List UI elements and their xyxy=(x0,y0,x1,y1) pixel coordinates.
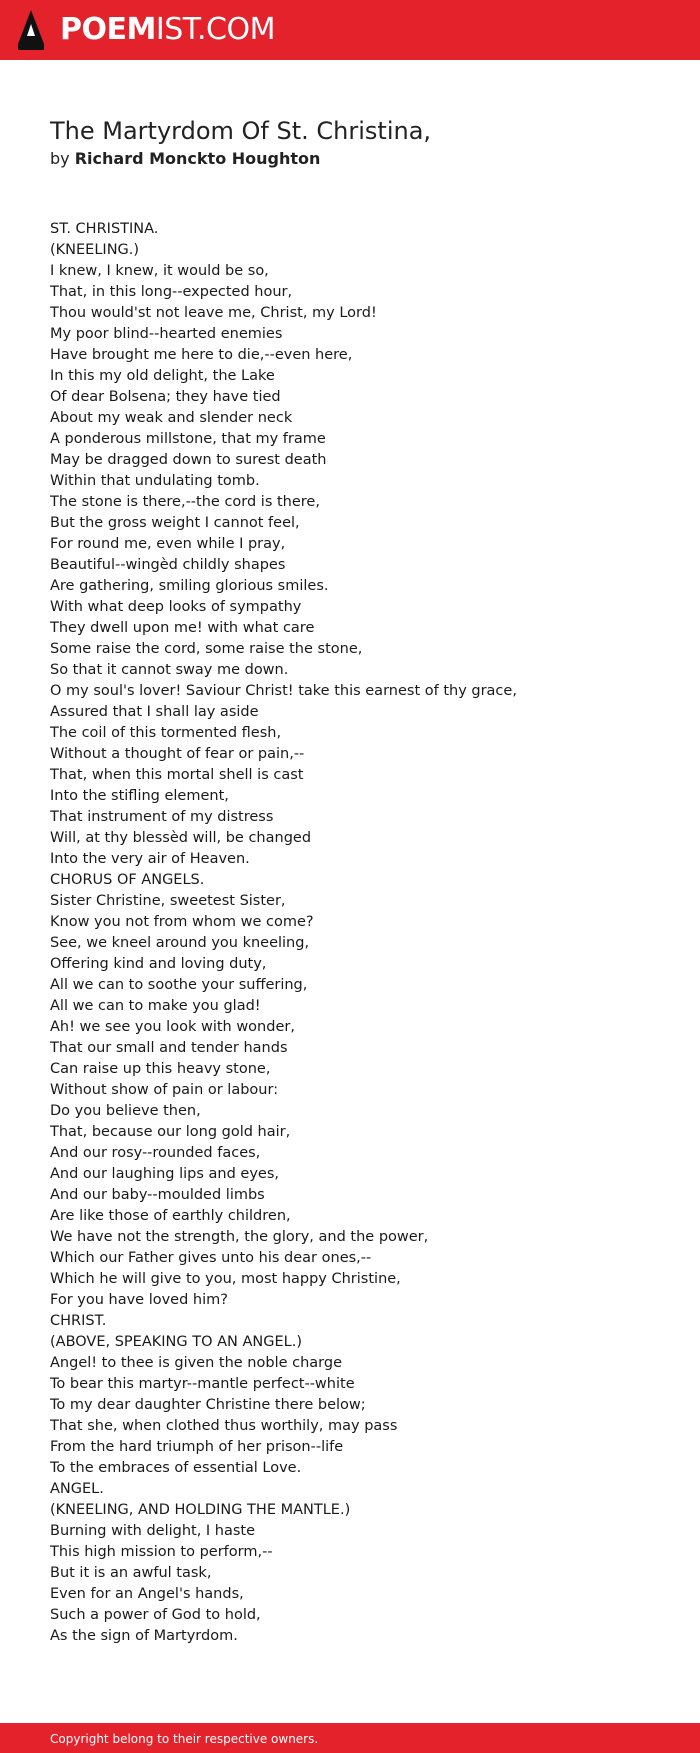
poem-line: Which our Father gives unto his dear ones,-- xyxy=(50,1250,372,1266)
poem-line: To bear this martyr--mantle perfect--white xyxy=(50,1376,355,1392)
poem-line: Some raise the cord, some raise the stone, xyxy=(50,641,363,657)
poem-line: Do you believe then, xyxy=(50,1103,201,1119)
poem-line: (KNEELING, AND HOLDING THE MANTLE.) xyxy=(50,1502,351,1518)
poem-line: That, because our long gold hair, xyxy=(50,1124,291,1140)
poem-line: From the hard triumph of her prison--life xyxy=(50,1439,344,1455)
poem-line: Are gathering, smiling glorious smiles. xyxy=(50,578,329,594)
poem-line: My poor blind--hearted enemies xyxy=(50,326,283,342)
poem-line: Such a power of God to hold, xyxy=(50,1607,261,1623)
poem-line: For you have loved him? xyxy=(50,1292,228,1308)
poem-line: Into the stifling element, xyxy=(50,788,229,804)
poem-line: Sister Christine, sweetest Sister, xyxy=(50,893,286,909)
poem-line: Angel! to thee is given the noble charge xyxy=(50,1355,343,1371)
poem-line: (ABOVE, SPEAKING TO AN ANGEL.) xyxy=(50,1334,302,1350)
poem-line: See, we kneel around you kneeling, xyxy=(50,935,310,951)
site-logo-text xyxy=(60,12,275,48)
poem-line: The coil of this tormented flesh, xyxy=(50,725,282,741)
poem-line: But the gross weight I cannot feel, xyxy=(50,515,300,531)
poem-line: Assured that I shall lay aside xyxy=(50,704,259,720)
poem-line: All we can to make you glad! xyxy=(50,998,261,1014)
poem-line: I knew, I knew, it would be so, xyxy=(50,263,269,279)
poem-line: They dwell upon me! with what care xyxy=(50,620,315,636)
poem-line: Of dear Bolsena; they have tied xyxy=(50,389,281,405)
poem-line: About my weak and slender neck xyxy=(50,410,293,426)
pen-nib-icon xyxy=(18,10,44,50)
poem-line: Into the very air of Heaven. xyxy=(50,851,250,867)
poem-line: We have not the strength, the glory, and the power, xyxy=(50,1229,429,1245)
poem-line: With what deep looks of sympathy xyxy=(50,599,302,615)
poem-line: And our rosy--rounded faces, xyxy=(50,1145,261,1161)
poem-line: In this my old delight, the Lake xyxy=(50,368,275,384)
poem-line: And our baby--moulded limbs xyxy=(50,1187,265,1203)
poem-line: Have brought me here to die,--even here, xyxy=(50,347,353,363)
poem-line: Beautiful--wingèd childly shapes xyxy=(50,557,286,573)
poem-line: Without a thought of fear or pain,-- xyxy=(50,746,305,762)
poem-line: Which he will give to you, most happy Christine, xyxy=(50,1271,401,1287)
poem-byline xyxy=(50,148,320,170)
poem-line: Within that undulating tomb. xyxy=(50,473,260,489)
poem-line: ST. CHRISTINA. xyxy=(50,221,159,237)
by-label: by xyxy=(50,149,70,168)
poem-line: This high mission to perform,-- xyxy=(50,1544,273,1560)
logo-brand-light: IST.COM xyxy=(155,12,275,47)
poem-line: The stone is there,--the cord is there, xyxy=(50,494,320,510)
poem-line: That, when this mortal shell is cast xyxy=(50,767,304,783)
poem-line: But it is an awful task, xyxy=(50,1565,212,1581)
poem-line: And our laughing lips and eyes, xyxy=(50,1166,279,1182)
poem-title: The Martyrdom Of St. Christina, xyxy=(50,117,432,145)
poem-line: Ah! we see you look with wonder, xyxy=(50,1019,295,1035)
poem-line: To my dear daughter Christine there below; xyxy=(50,1397,366,1413)
poem-line: May be dragged down to surest death xyxy=(50,452,327,468)
poem-line: Burning with delight, I haste xyxy=(50,1523,256,1539)
poem-body xyxy=(50,219,670,1647)
poem-line: As the sign of Martyrdom. xyxy=(50,1628,238,1644)
poem-line: All we can to soothe your suffering, xyxy=(50,977,308,993)
poem-line: Are like those of earthly children, xyxy=(50,1208,291,1224)
poem-line: ANGEL. xyxy=(50,1481,104,1497)
poem-line: A ponderous millstone, that my frame xyxy=(50,431,326,447)
poem-line: (KNEELING.) xyxy=(50,242,140,258)
author-link[interactable]: Richard Monckto Houghton xyxy=(74,149,321,168)
poem-line: Know you not from whom we come? xyxy=(50,914,314,930)
logo-brand-strong: POEM xyxy=(60,12,156,47)
poem-line: To the embraces of essential Love. xyxy=(50,1460,302,1476)
site-header xyxy=(0,0,700,60)
poem-line: So that it cannot sway me down. xyxy=(50,662,289,678)
poem-line: CHRIST. xyxy=(50,1313,107,1329)
copyright-notice: Copyright belong to their respective owners. xyxy=(50,1732,319,1746)
poem-line: That instrument of my distress xyxy=(50,809,274,825)
poem-line: That, in this long--expected hour, xyxy=(50,284,293,300)
poem-line: CHORUS OF ANGELS. xyxy=(50,872,205,888)
site-footer xyxy=(0,1723,700,1753)
poem-line: Even for an Angel's hands, xyxy=(50,1586,244,1602)
poem-line: For round me, even while I pray, xyxy=(50,536,286,552)
poem-line: That she, when clothed thus worthily, may pass xyxy=(50,1418,398,1434)
poem-line: Thou would'st not leave me, Christ, my Lord! xyxy=(50,305,377,321)
poem-line: Will, at thy blessèd will, be changed xyxy=(50,830,312,846)
poem-line: Offering kind and loving duty, xyxy=(50,956,267,972)
poem-line: That our small and tender hands xyxy=(50,1040,288,1056)
poem-line: Can raise up this heavy stone, xyxy=(50,1061,271,1077)
poem-line: Without show of pain or labour: xyxy=(50,1082,279,1098)
poem-line: O my soul's lover! Saviour Christ! take this earnest of thy grace, xyxy=(50,683,517,699)
